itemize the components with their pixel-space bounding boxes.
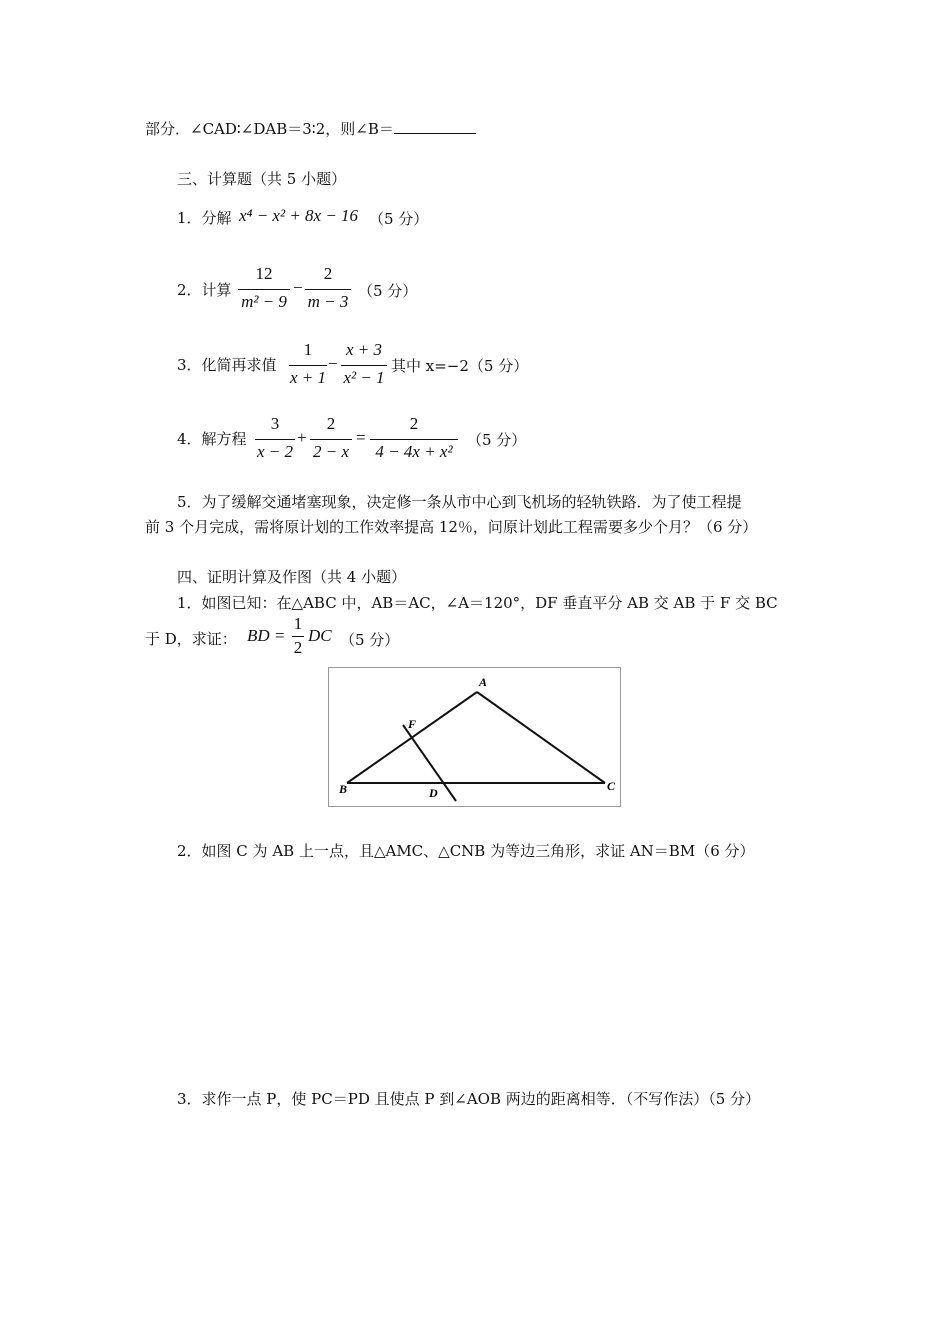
p1-points: （5 分） bbox=[340, 631, 400, 649]
q1-label: 1．分解 bbox=[177, 209, 232, 227]
q3-f1-denominator: x + 1 bbox=[289, 368, 327, 387]
q3-fraction-1 bbox=[289, 340, 327, 390]
fraction-bar bbox=[255, 439, 295, 440]
q2-f2-numerator: 2 bbox=[323, 264, 333, 283]
q5-line-1: 5．为了缓解交通堵塞现象，决定修一条从市中心到飞机场的轻轨铁路．为了使工程提 bbox=[177, 493, 742, 511]
p1-denominator: 2 bbox=[293, 638, 303, 657]
q2-f1-denominator: m² − 9 bbox=[241, 292, 287, 311]
label-f: F bbox=[408, 717, 417, 731]
label-b: B bbox=[339, 782, 348, 796]
p1-formula-right: DC bbox=[308, 626, 332, 645]
q4-fraction-2 bbox=[310, 414, 352, 464]
q4-f2-numerator: 2 bbox=[326, 414, 336, 433]
q4-fraction-1 bbox=[255, 414, 295, 464]
p3-text: 3．求作一点 P，使 PC＝PD 且使点 P 到∠AOB 两边的距离相等．（不写作法）（5 分） bbox=[177, 1090, 761, 1108]
q5-line-2: 前 3 个月完成，需将原计划的工作效率提高 12％，问原计划此工程需要多少个月？（6 分） bbox=[145, 518, 758, 536]
continued-text: 部分．∠CAD∶∠DAB＝3∶2，则∠B＝ bbox=[145, 120, 394, 138]
p2-text: 2．如图 C 为 AB 上一点，且△AMC、△CNB 为等边三角形，求证 AN＝BM（6 分） bbox=[177, 842, 755, 860]
fraction-bar bbox=[370, 439, 458, 440]
p1-formula-left: BD = bbox=[247, 626, 286, 645]
q4-f3-numerator: 2 bbox=[409, 414, 419, 433]
p1-fraction bbox=[292, 614, 304, 662]
q4-equals: = bbox=[356, 428, 366, 447]
q3-minus: − bbox=[328, 354, 338, 373]
q4-fraction-3 bbox=[370, 414, 458, 464]
segment-ac bbox=[477, 692, 605, 783]
q4-label: 4．解方程 bbox=[177, 430, 247, 448]
fraction-bar bbox=[292, 636, 304, 637]
q1-expression: x⁴ − x² + 8x − 16 bbox=[239, 206, 359, 225]
q4-f2-denominator: 2 − x bbox=[312, 442, 350, 461]
q3-f2-numerator: x + 3 bbox=[345, 340, 383, 359]
p1-numerator: 1 bbox=[293, 614, 303, 633]
q4-f3-denominator: 4 − 4x + x² bbox=[375, 442, 453, 461]
label-d: D bbox=[429, 786, 438, 800]
q2-fraction-2 bbox=[305, 264, 351, 314]
q4-f1-denominator: x − 2 bbox=[256, 442, 294, 461]
section-3-title: 三、计算题（共 5 小题） bbox=[177, 170, 347, 188]
q3-f1-numerator: 1 bbox=[303, 340, 313, 359]
q2-points: （5 分） bbox=[358, 282, 418, 300]
fraction-bar bbox=[341, 365, 387, 366]
q2-label: 2．计算 bbox=[177, 281, 232, 299]
q3-label: 3．化简再求值 bbox=[177, 356, 277, 374]
p1-line-1: 1．如图已知：在△ABC 中，AB＝AC，∠A＝120°，DF 垂直平分 AB 交 AB 于 F 交 BC bbox=[177, 594, 778, 612]
q2-minus: − bbox=[293, 278, 303, 297]
q1-points: （5 分） bbox=[369, 210, 429, 228]
answer-blank bbox=[394, 119, 476, 134]
q3-suffix: 其中 x=−2（5 分） bbox=[391, 357, 529, 375]
fraction-bar bbox=[305, 289, 351, 290]
q4-plus: + bbox=[297, 428, 307, 447]
triangle-diagram bbox=[329, 668, 620, 806]
q4-points: （5 分） bbox=[467, 431, 527, 449]
q3-f2-denominator: x² − 1 bbox=[343, 368, 385, 387]
fraction-bar bbox=[289, 365, 327, 366]
triangle-figure bbox=[328, 667, 621, 807]
q2-f1-numerator: 12 bbox=[255, 264, 273, 283]
label-c: C bbox=[607, 779, 616, 793]
q3-fraction-2 bbox=[341, 340, 387, 390]
section-4-title: 四、证明计算及作图（共 4 小题） bbox=[177, 568, 407, 586]
fraction-bar bbox=[238, 289, 290, 290]
q2-fraction-1 bbox=[238, 264, 290, 314]
continued-question-text bbox=[145, 119, 476, 139]
label-a: A bbox=[479, 675, 488, 689]
q2-f2-denominator: m − 3 bbox=[307, 292, 349, 311]
p1-line-2-prefix: 于 D，求证： bbox=[145, 630, 237, 648]
q4-f1-numerator: 3 bbox=[270, 414, 280, 433]
fraction-bar bbox=[310, 439, 352, 440]
